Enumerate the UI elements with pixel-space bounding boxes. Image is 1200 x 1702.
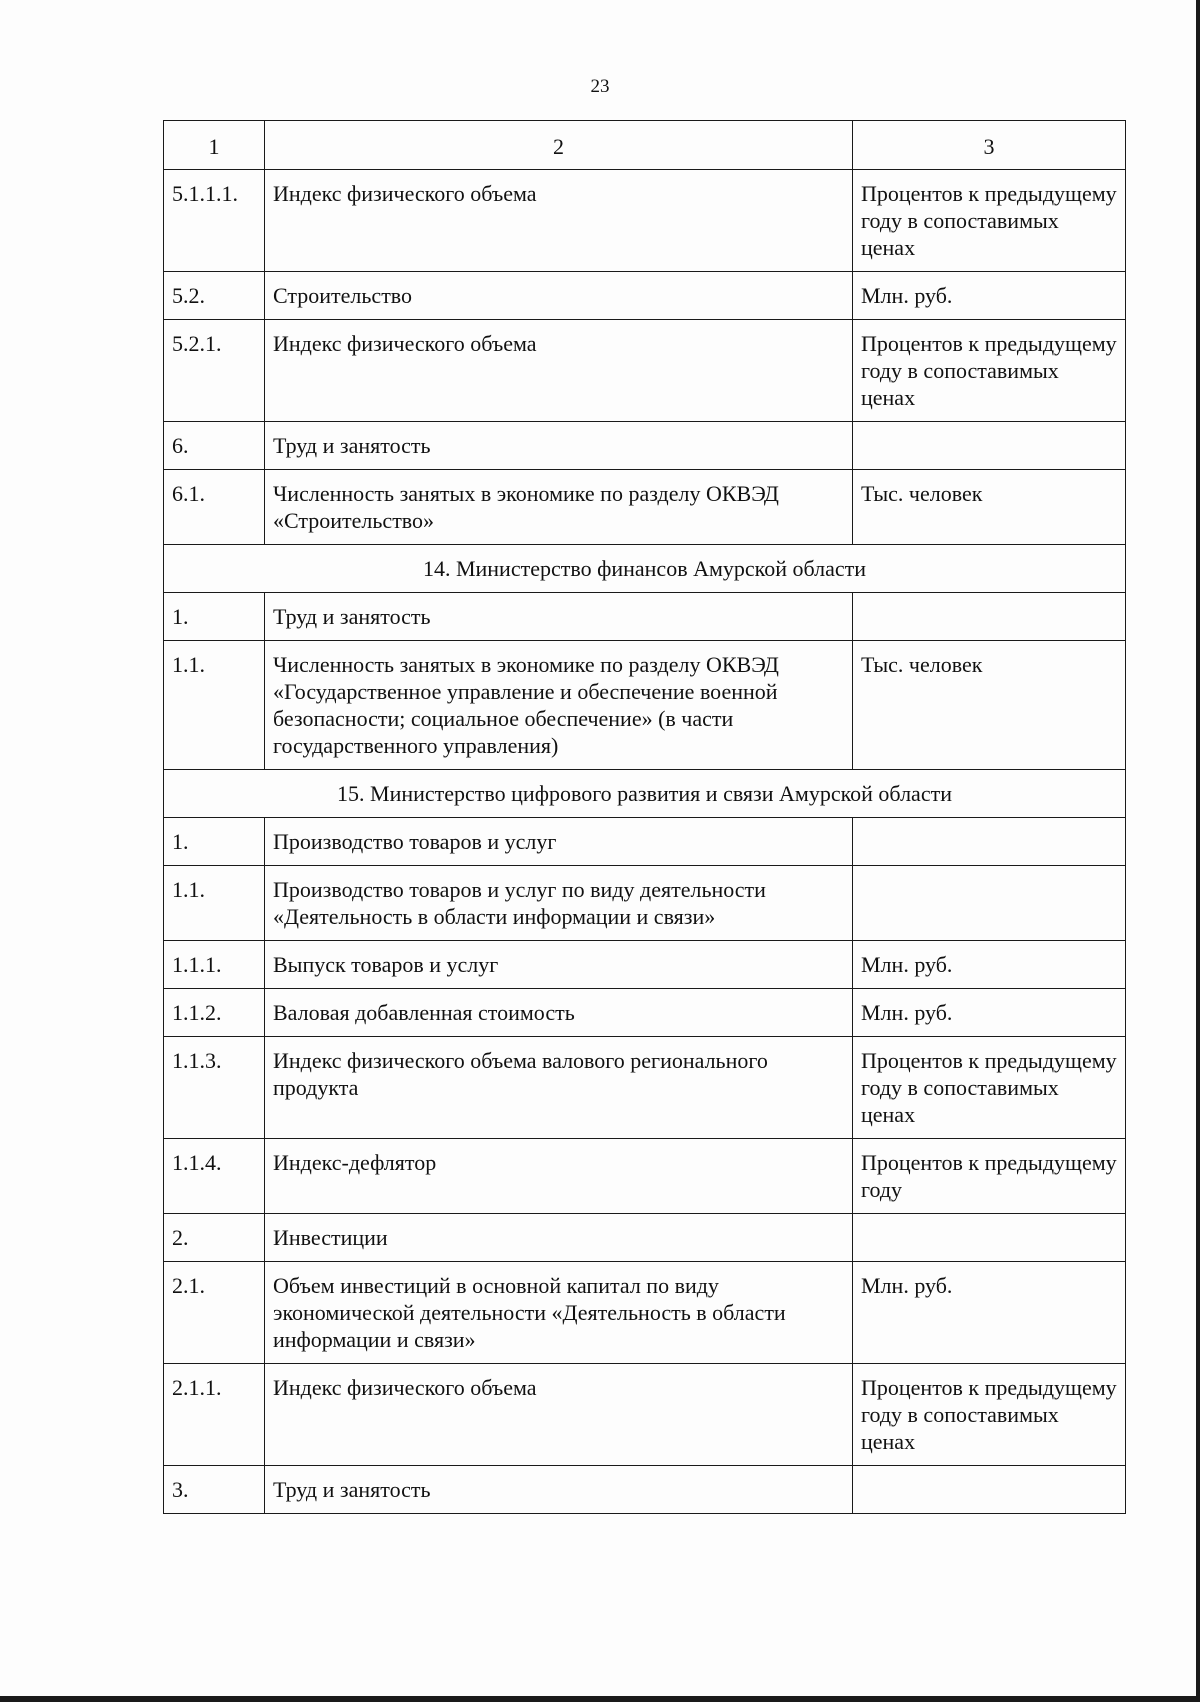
table-row: [164, 593, 1126, 641]
unit-of-measure: [853, 866, 1126, 941]
table-row: [164, 1466, 1126, 1514]
table-row: [164, 641, 1126, 770]
indicator-name: Производство товаров и услуг: [265, 818, 853, 866]
row-number: 2.: [164, 1214, 265, 1262]
indicator-name: Объем инвестиций в основной капитал по виду экономической деятельности «Деятельность в области информации и связи»: [265, 1262, 853, 1364]
unit-of-measure: [853, 422, 1126, 470]
table-row: [164, 1139, 1126, 1214]
row-number: 6.: [164, 422, 265, 470]
unit-of-measure: Млн. руб.: [853, 941, 1126, 989]
indicator-name: Численность занятых в экономике по разделу ОКВЭД «Государственное управление и обеспечение военной безопасности; социальное обеспечение» (в части государственного управления): [265, 641, 853, 770]
indicator-name: Труд и занятость: [265, 422, 853, 470]
table-row: [164, 1262, 1126, 1364]
row-number: 1.1.1.: [164, 941, 265, 989]
unit-of-measure: [853, 1466, 1126, 1514]
indicator-name: Индекс физического объема: [265, 320, 853, 422]
unit-of-measure: Процентов к предыдущему году в сопоставимых ценах: [853, 1364, 1126, 1466]
row-number: 1.1.3.: [164, 1037, 265, 1139]
unit-of-measure: [853, 1214, 1126, 1262]
table-row: [164, 941, 1126, 989]
row-number: 1.1.4.: [164, 1139, 265, 1214]
indicator-name: Индекс физического объема: [265, 1364, 853, 1466]
row-number: 1.: [164, 818, 265, 866]
row-number: 1.1.: [164, 641, 265, 770]
row-number: 1.1.: [164, 866, 265, 941]
indicator-name: Индекс физического объема валового регионального продукта: [265, 1037, 853, 1139]
unit-of-measure: Млн. руб.: [853, 1262, 1126, 1364]
indicator-name: Выпуск товаров и услуг: [265, 941, 853, 989]
unit-of-measure: Млн. руб.: [853, 989, 1126, 1037]
indicator-name: Труд и занятость: [265, 593, 853, 641]
indicator-name: Индекс физического объема: [265, 170, 853, 272]
column-number-3: 3: [853, 121, 1126, 170]
table-row: [164, 320, 1126, 422]
indicator-name: Производство товаров и услуг по виду деятельности «Деятельность в области информации и связи»: [265, 866, 853, 941]
indicator-name: Труд и занятость: [265, 1466, 853, 1514]
table-row: [164, 1037, 1126, 1139]
table-row: [164, 866, 1126, 941]
scan-edge-bottom: [0, 1696, 1200, 1702]
row-number: 1.: [164, 593, 265, 641]
indicator-name: Численность занятых в экономике по разделу ОКВЭД «Строительство»: [265, 470, 853, 545]
unit-of-measure: [853, 593, 1126, 641]
unit-of-measure: Млн. руб.: [853, 272, 1126, 320]
table-header-row: [164, 121, 1126, 170]
unit-of-measure: Тыс. человек: [853, 470, 1126, 545]
row-number: 2.1.1.: [164, 1364, 265, 1466]
table-row: [164, 1214, 1126, 1262]
column-number-2: 2: [265, 121, 853, 170]
unit-of-measure: Процентов к предыдущему году в сопоставимых ценах: [853, 170, 1126, 272]
unit-of-measure: Процентов к предыдущему году: [853, 1139, 1126, 1214]
section-row: [164, 545, 1126, 593]
unit-of-measure: Процентов к предыдущему году в сопоставимых ценах: [853, 1037, 1126, 1139]
table-row: [164, 818, 1126, 866]
row-number: 1.1.2.: [164, 989, 265, 1037]
section-row: [164, 770, 1126, 818]
column-number-1: 1: [164, 121, 265, 170]
unit-of-measure: Тыс. человек: [853, 641, 1126, 770]
section-title: 15. Министерство цифрового развития и связи Амурской области: [164, 770, 1126, 818]
table-row: [164, 989, 1126, 1037]
indicator-name: Индекс-дефлятор: [265, 1139, 853, 1214]
table-row: [164, 170, 1126, 272]
indicator-name: Инвестиции: [265, 1214, 853, 1262]
unit-of-measure: Процентов к предыдущему году в сопоставимых ценах: [853, 320, 1126, 422]
table-row: [164, 470, 1126, 545]
page-number: 23: [590, 76, 610, 97]
row-number: 6.1.: [164, 470, 265, 545]
row-number: 5.1.1.1.: [164, 170, 265, 272]
table-row: [164, 272, 1126, 320]
indicator-name: Строительство: [265, 272, 853, 320]
row-number: 5.2.: [164, 272, 265, 320]
table-row: [164, 422, 1126, 470]
scan-edge-right: [1196, 0, 1200, 1702]
table-row: [164, 1364, 1126, 1466]
indicator-table: [163, 120, 1126, 1514]
indicator-name: Валовая добавленная стоимость: [265, 989, 853, 1037]
row-number: 2.1.: [164, 1262, 265, 1364]
row-number: 3.: [164, 1466, 265, 1514]
section-title: 14. Министерство финансов Амурской области: [164, 545, 1126, 593]
row-number: 5.2.1.: [164, 320, 265, 422]
unit-of-measure: [853, 818, 1126, 866]
